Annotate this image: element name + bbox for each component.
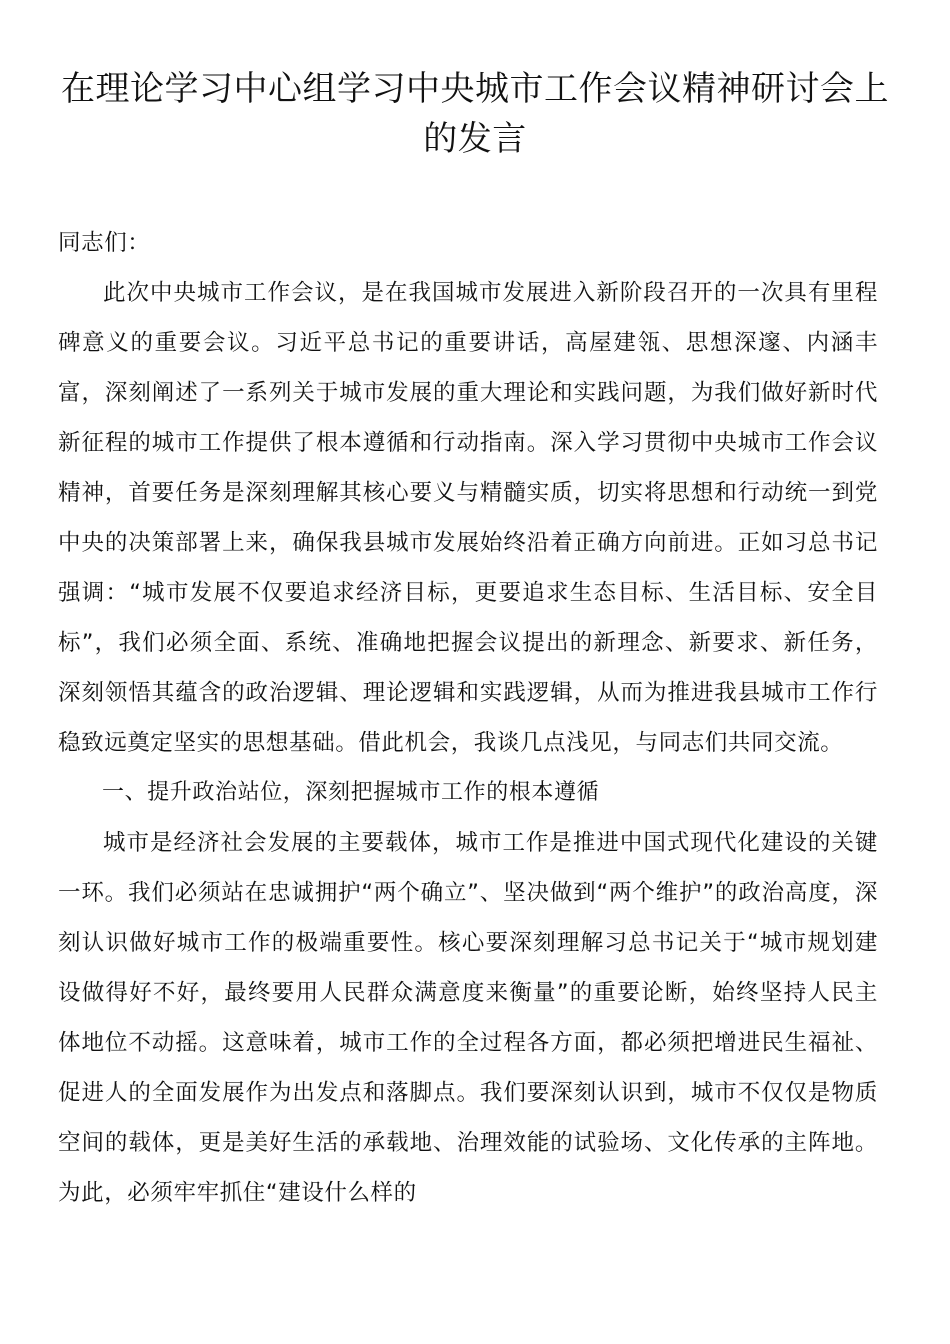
intro-paragraph: 此次中央城市工作会议，是在我国城市发展进入新阶段召开的一次具有里程碑意义的重要会议。习近平总书记的重要讲话，高屋建瓴、思想深邃、内涵丰富，深刻阐述了一系列关于城市发展的重大理论和实践问题，为我们做好新时代新征程的城市工作提供了根本遵循和行动指南。深入学习贯彻中央城市工作会议精神，首要任务是深刻理解其核心要义与精髓实质，切实将思想和行动统一到党中央的决策部署上来，确保我县城市发展始终沿着正确方向前进。正如习总书记强调：“城市发展不仅要追求经济目标，更要追求生态目标、生活目标、安全目标”，我们必须全面、系统、准确地把握会议提出的新理念、新要求、新任务，深刻领悟其蕴含的政治逻辑、理论逻辑和实践逻辑，从而为推进我县城市工作行稳致远奠定坚实的思想基础。借此机会，我谈几点浅见，与同志们共同交流。 [58,280,878,756]
section-paragraph: 城市是经济社会发展的主要载体，城市工作是推进中国式现代化建设的关键一环。我们必须站在忠诚拥护“两个确立”、坚决做到“两个维护”的政治高度，深刻认识做好城市工作的极端重要性。核心要深刻理解习总书记关于“城市规划建设做得好不好，最终要用人民群众满意度来衡量”的重要论断，始终坚持人民主体地位不动摇。这意味着，城市工作的全过程各方面，都必须把增进民生福祉、促进人的全面发展作为出发点和落脚点。我们要深刻认识到，城市不仅仅是物质空间的载体，更是美好生活的承载地、治理效能的试验场、文化传承的主阵地。为此，必须牢牢抓住“建设什么样的 [58,830,878,1206]
document-title: 在理论学习中心组学习中央城市工作会议精神研讨会上的发言 [61,69,889,159]
salutation: 同志们： [58,230,151,256]
section-heading: 一、提升政治站位，深刻把握城市工作的根本遵循 [102,780,600,805]
document-body [58,218,878,1218]
